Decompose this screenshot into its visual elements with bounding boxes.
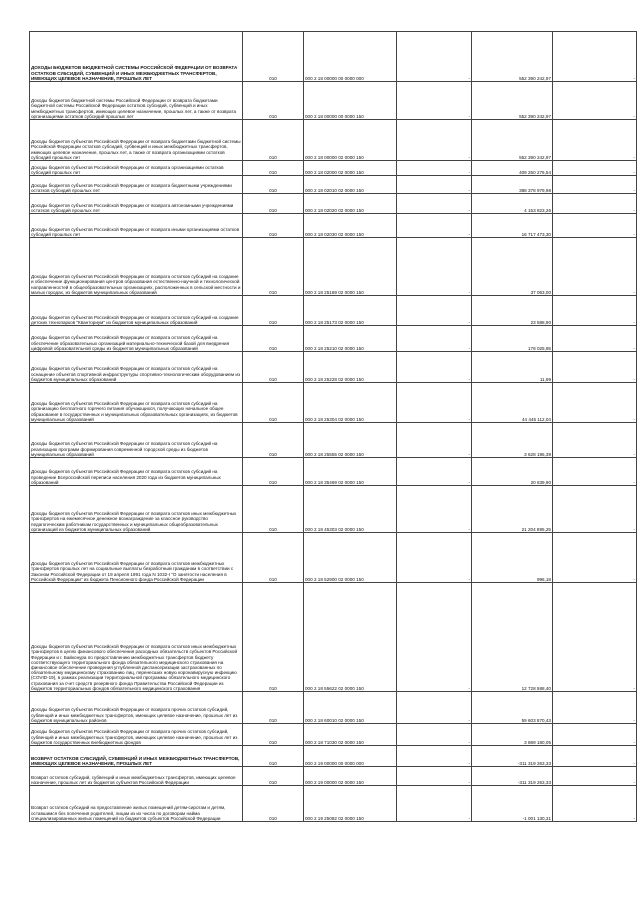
row-name: Доходы бюджетов субъектов Российской Федерации от возврата остатков субсидий на обеспечение образовательных организаций материально-технической базой для внедрения цифровой образовательной среды из бюджетов муниципальных образований [30,326,243,352]
table-row [30,238,637,296]
row-name: Доходы бюджетов субъектов Российской Федерации от возврата остатков субсидий на оснащение объектов спортивной инфраструктуры спортивно-технологическим оборудованием из бюджетов муниципальных образований [30,352,243,383]
row-actual-value: 23 588,90 [472,296,553,326]
row-planned-value: - [397,32,472,82]
table-row [30,296,637,326]
row-line-code: 010 [243,383,304,423]
row-budget-code: 000 2 18 60010 02 0000 150 [304,692,397,724]
table-row [30,352,637,383]
row-actual-value: 3 869 180,05 [472,724,553,746]
row-budget-code: 000 2 18 25228 02 0000 150 [304,352,397,383]
row-planned-value: - [397,82,472,120]
row-remaining-value: - [553,32,637,82]
row-remaining-value: - [553,352,637,383]
row-planned-value: - [397,352,472,383]
row-planned-value: - [397,238,472,296]
row-name: Доходы бюджетов субъектов Российской Федерации от возврата прочих остатков субсидий, субвенций и иных межбюджетных трансфертов, имеющих целевое назначение, прошлых лет из бюджетов государственных внебюджетных фондов [30,724,243,746]
row-budget-code: 000 2 18 25169 02 0000 150 [304,238,397,296]
table-row [30,583,637,692]
row-remaining-value: - [553,533,637,583]
row-budget-code: 000 2 18 35469 02 0000 150 [304,458,397,486]
row-planned-value: - [397,194,472,214]
table-row [30,194,637,214]
row-planned-value: - [397,326,472,352]
row-actual-value: 552 390 242,97 [472,32,553,82]
row-remaining-value: - [553,583,637,692]
row-line-code: 010 [243,583,304,692]
row-line-code: 010 [243,746,304,767]
table-row [30,120,637,161]
row-remaining-value: - [553,746,637,767]
row-name: Доходы бюджетов субъектов Российской Федерации от возврата остатков межбюджетных трансфертов прошлых лет на социальные выплаты безработным гражданам в соответствии с Законом Российской Федерации от 19 апреля 1991 года N 1032-I "О занятости населения в Российской Федерации" из бюджета Пенсионного фонда Российской Федерации [30,533,243,583]
budget-report-sheet [29,31,636,822]
row-actual-value: -311 319 263,33 [472,767,553,786]
row-budget-code: 000 2 19 00000 00 0000 000 [304,746,397,767]
table-row [30,786,637,822]
row-name: Возврат остатков субсидий, субвенций и иных межбюджетных трансфертов, имеющих целевое назначение, прошлых лет из бюджетов субъектов Российской Федерации [30,767,243,786]
row-line-code: 010 [243,724,304,746]
row-name: Доходы бюджетов бюджетной системы Российской Федерации от возврата бюджетами бюджетной системы Российской Федерации остатков субсидий, субвенций и иных межбюджетных трансфертов, имеющих целевое назначение, прошлых лет, а также от возврата организациями остатков субсидий прошлых лет [30,82,243,120]
table-row [30,746,637,767]
row-name: Доходы бюджетов субъектов Российской Федерации от возврата остатков субсидий на реализацию программ формирования современной городской среды из бюджетов муниципальных образований [30,423,243,458]
row-budget-code: 000 2 19 00000 02 0000 150 [304,767,397,786]
row-remaining-value: - [553,296,637,326]
row-line-code: 010 [243,296,304,326]
row-remaining-value: - [553,326,637,352]
row-budget-code: 000 2 18 25304 02 0000 150 [304,383,397,423]
row-remaining-value: - [553,383,637,423]
row-remaining-value: - [553,161,637,176]
row-name: ВОЗВРАТ ОСТАТКОВ СУБСИДИЙ, СУБВЕНЦИЙ И ИНЫХ МЕЖБЮДЖЕТНЫХ ТРАНСФЕРТОВ, ИМЕЮЩИХ ЦЕЛЕВОЕ НАЗНАЧЕНИЕ, ПРОШЛЫХ ЛЕТ [30,746,243,767]
row-line-code: 010 [243,176,304,194]
row-planned-value: - [397,533,472,583]
table-row [30,692,637,724]
table-row [30,326,637,352]
row-actual-value: -1 001 130,31 [472,786,553,822]
row-name: Доходы бюджетов субъектов Российской Федерации от возврата остатков иных межбюджетных трансфертов на ежемесячное денежное вознаграждение за классное руководство педагогическим работникам государственных и муниципальных общеобразовательных организаций из бюджетов муниципальных образований [30,486,243,533]
row-remaining-value: - [553,458,637,486]
row-actual-value: 59 603 870,43 [472,692,553,724]
row-name: Доходы бюджетов субъектов Российской Федерации от возврата остатков субсидий на проведение Всероссийской переписи населения 2020 года из бюджетов муниципальных образований [30,458,243,486]
row-budget-code: 000 2 18 00000 00 0000 150 [304,82,397,120]
row-line-code: 010 [243,786,304,822]
row-actual-value: -311 319 263,33 [472,746,553,767]
row-line-code: 010 [243,82,304,120]
row-actual-value: 11,99 [472,352,553,383]
row-budget-code: 000 2 18 02010 02 0000 150 [304,176,397,194]
row-actual-value: 552 390 242,97 [472,120,553,161]
row-budget-code: 000 2 18 02030 02 0000 150 [304,214,397,238]
table-row [30,82,637,120]
row-actual-value: 20 639,90 [472,458,553,486]
row-line-code: 010 [243,214,304,238]
table-row [30,486,637,533]
row-planned-value: - [397,120,472,161]
row-remaining-value: - [553,724,637,746]
row-name: Возврат остатков субсидий на предоставление жилых помещений детям-сиротам и детям, оставшимся без попечения родителей, лицам из их числа по договорам найма специализированных жилых помещений из бюджетов субъектов Российской Федерации [30,786,243,822]
row-actual-value: 21 204 895,25 [472,486,553,533]
row-name: Доходы бюджетов субъектов Российской Федерации от возврата организациями остатков субсидий прошлых лет [30,161,243,176]
row-line-code: 010 [243,326,304,352]
row-actual-value: 37 063,00 [472,238,553,296]
row-budget-code: 000 2 19 25082 02 0000 150 [304,786,397,822]
table-row [30,32,637,82]
row-actual-value: 178 025,95 [472,326,553,352]
row-line-code: 010 [243,32,304,82]
table-row [30,533,637,583]
row-actual-value: 4 153 823,26 [472,194,553,214]
row-actual-value: 388 378 979,98 [472,176,553,194]
row-actual-value: 552 390 242,97 [472,82,553,120]
row-budget-code: 000 2 18 00000 02 0000 150 [304,120,397,161]
row-name: Доходы бюджетов субъектов Российской Федерации от возврата остатков иных межбюджетных трансфертов в целях финансового обеспечения расходных обязательств субъектов Российской Федерации и г. Байконура по предоставлению межбюджетных трансфертов бюджету соответствующего территориального фонда обязательного медицинского страхования на финансовое обеспечение проведения углубленной диспансеризации застрахованных по обязательному медицинскому страхованию лиц, перенесших новую коронавирусную инфекцию (COVID-19), в рамках реализации территориальной программы обязательного медицинского страхования за счет средств резервного фонда Правительства Российской Федерации из бюджетов территориальных фондов обязательного медицинского страхования [30,583,243,692]
row-budget-code: 000 2 18 45303 02 0000 150 [304,486,397,533]
row-planned-value: - [397,767,472,786]
row-planned-value: - [397,161,472,176]
row-name: Доходы бюджетов субъектов Российской Федерации от возврата остатков субсидий на организацию бесплатного горячего питания обучающихся, получающих начальное общее образование в государственных и муниципальных образовательных организациях, из бюджетов муниципальных образований [30,383,243,423]
row-budget-code: 000 2 18 02000 02 0000 150 [304,161,397,176]
table-row [30,423,637,458]
row-actual-value: 3 628 195,39 [472,423,553,458]
row-line-code: 010 [243,238,304,296]
row-line-code: 010 [243,423,304,458]
row-actual-value: 409 250 276,54 [472,161,553,176]
row-actual-value: 12 728 588,40 [472,583,553,692]
row-budget-code: 000 2 18 25173 02 0000 150 [304,296,397,326]
row-budget-code: 000 2 18 52900 02 0000 150 [304,533,397,583]
row-planned-value: - [397,692,472,724]
row-budget-code: 000 2 18 02020 02 0000 150 [304,194,397,214]
row-planned-value: - [397,786,472,822]
row-budget-code: 000 2 18 71030 02 0000 150 [304,724,397,746]
row-budget-code: 000 2 18 25210 02 0000 150 [304,326,397,352]
row-planned-value: - [397,583,472,692]
row-remaining-value: - [553,238,637,296]
row-line-code: 010 [243,352,304,383]
row-name: Доходы бюджетов субъектов Российской Федерации от возврата остатков субсидий на создание и обеспечение функционирования центров образования естественно-научной и технологической направленностей в общеобразовательных организациях, расположенных в сельской местности и малых городах, из бюджетов муниципальных образований [30,238,243,296]
row-remaining-value: - [553,692,637,724]
row-name: ДОХОДЫ БЮДЖЕТОВ БЮДЖЕТНОЙ СИСТЕМЫ РОССИЙСКОЙ ФЕДЕРАЦИИ ОТ ВОЗВРАТА ОСТАТКОВ СУБСИДИЙ, СУБВЕНЦИЙ И ИНЫХ МЕЖБЮДЖЕТНЫХ ТРАНСФЕРТОВ, ИМЕЮЩИХ ЦЕЛЕВОЕ НАЗНАЧЕНИЕ, ПРОШЛЫХ ЛЕТ [30,32,243,82]
row-remaining-value: - [553,767,637,786]
row-line-code: 010 [243,194,304,214]
row-planned-value: - [397,176,472,194]
row-planned-value: - [397,724,472,746]
row-line-code: 010 [243,120,304,161]
table-row [30,767,637,786]
row-name: Доходы бюджетов субъектов Российской Федерации от возврата автономными учреждениями остатков субсидий прошлых лет [30,194,243,214]
row-name: Доходы бюджетов субъектов Российской Федерации от возврата бюджетными учреждениями остатков субсидий прошлых лет [30,176,243,194]
row-line-code: 010 [243,692,304,724]
row-line-code: 010 [243,533,304,583]
row-planned-value: - [397,458,472,486]
row-name: Доходы бюджетов субъектов Российской Федерации от возврата остатков субсидий на создание детских технопарков "Кванториум" из бюджетов муниципальных образований [30,296,243,326]
row-planned-value: - [397,214,472,238]
row-remaining-value: - [553,423,637,458]
row-budget-code: 000 2 18 55622 02 0000 150 [304,583,397,692]
row-remaining-value: - [553,214,637,238]
row-name: Доходы бюджетов субъектов Российской Федерации от возврата прочих остатков субсидий, субвенций и иных межбюджетных трансфертов, имеющих целевое назначение, прошлых лет из бюджетов муниципальных районов [30,692,243,724]
row-actual-value: 996,18 [472,533,553,583]
row-remaining-value: - [553,120,637,161]
row-planned-value: - [397,423,472,458]
row-remaining-value: - [553,194,637,214]
row-line-code: 010 [243,161,304,176]
row-actual-value: 44 445 112,04 [472,383,553,423]
budget-table [29,31,637,822]
row-budget-code: 000 2 18 00000 00 0000 000 [304,32,397,82]
row-planned-value: - [397,746,472,767]
row-line-code: 010 [243,767,304,786]
row-budget-code: 000 2 18 25555 02 0000 150 [304,423,397,458]
row-planned-value: - [397,486,472,533]
row-name: Доходы бюджетов субъектов Российской Федерации от возврата иными организациями остатков субсидий прошлых лет [30,214,243,238]
table-row [30,161,637,176]
table-row [30,724,637,746]
row-name: Доходы бюджетов субъектов Российской Федерации от возврата бюджетами бюджетной системы Российской Федерации остатков субсидий, субвенций и иных межбюджетных трансфертов, имеющих целевое назначение, прошлых лет, а также от возврата организациями остатков субсидий прошлых лет [30,120,243,161]
table-row [30,458,637,486]
row-remaining-value: - [553,786,637,822]
row-remaining-value: - [553,486,637,533]
table-row [30,214,637,238]
row-line-code: 010 [243,486,304,533]
row-remaining-value: - [553,176,637,194]
row-planned-value: - [397,383,472,423]
row-planned-value: - [397,296,472,326]
table-row [30,176,637,194]
table-row [30,383,637,423]
row-remaining-value: - [553,82,637,120]
row-actual-value: 16 717 473,30 [472,214,553,238]
row-line-code: 010 [243,458,304,486]
